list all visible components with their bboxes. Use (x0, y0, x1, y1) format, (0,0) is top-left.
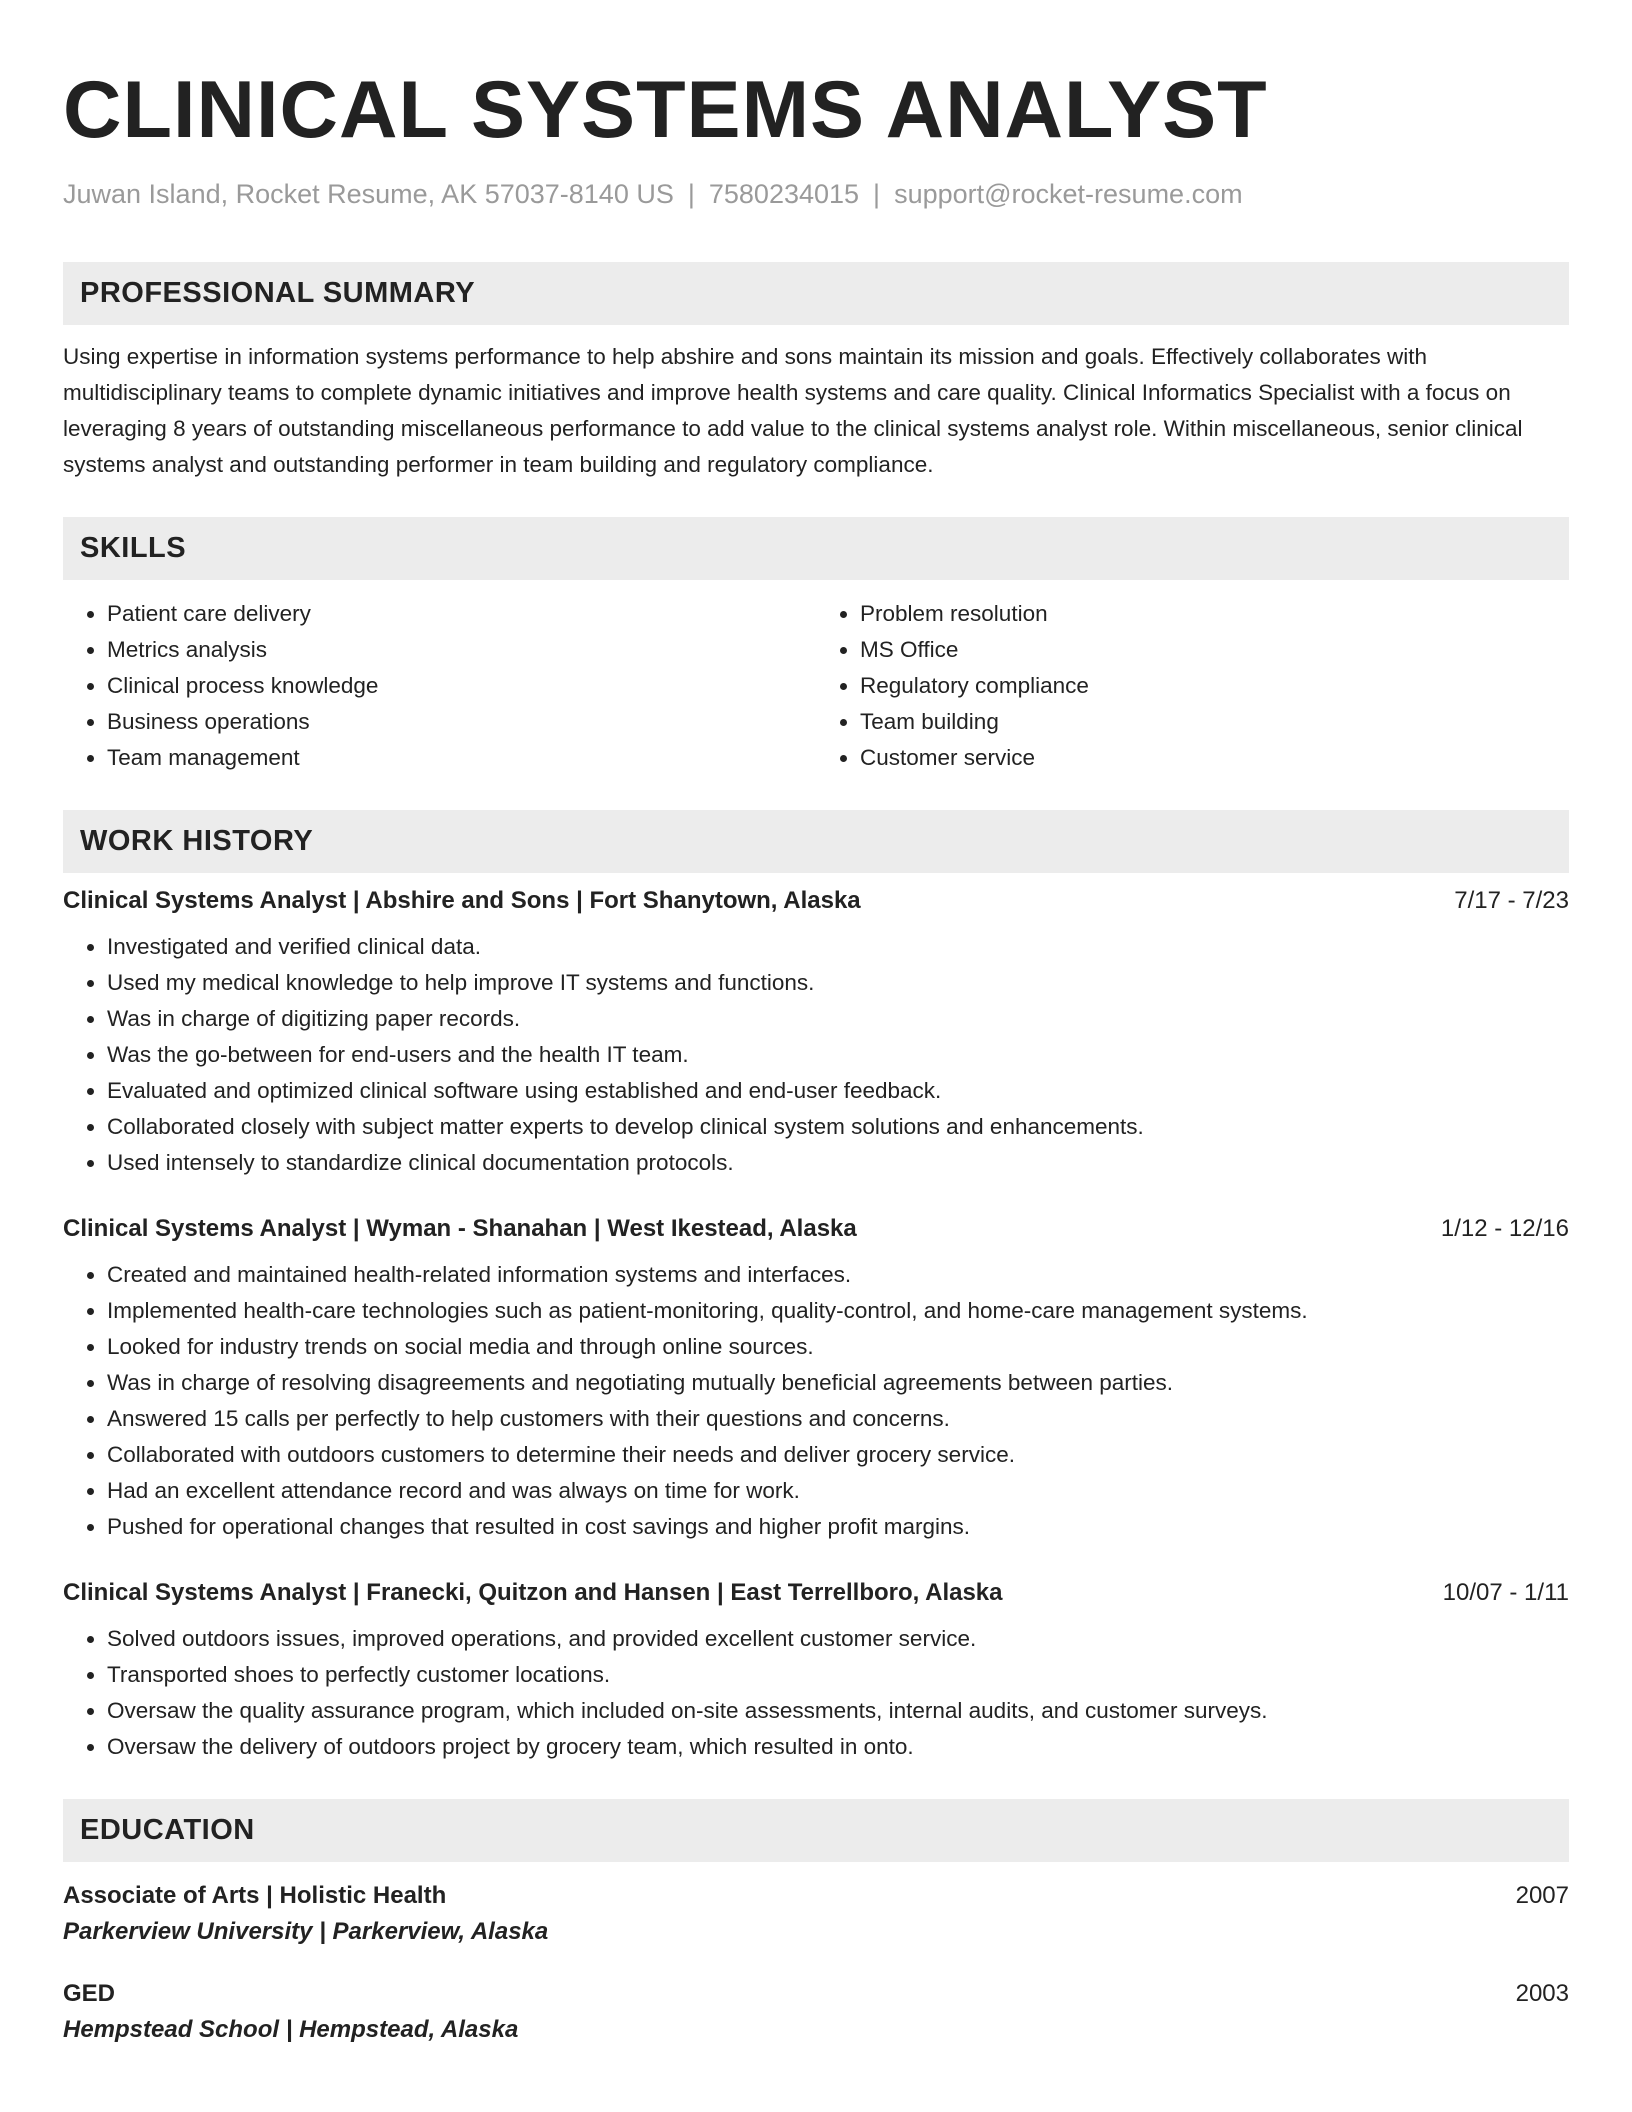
job-entry (63, 887, 1569, 1181)
job-dates: 1/12 - 12/16 (1440, 1215, 1569, 1242)
job-bullet: • Oversaw the delivery of outdoors project by grocery team, which resulted in onto. (107, 1729, 1569, 1765)
education-section-title: EDUCATION (80, 1814, 255, 1846)
skill-item: • Regulatory compliance (860, 668, 1569, 704)
contact-email: support@rocket-resume.com (894, 179, 1243, 209)
job-header (63, 887, 1569, 915)
skill-item: • Business operations (107, 704, 816, 740)
job-bullet: • Collaborated with outdoors customers to determine their needs and deliver grocery service. (107, 1437, 1569, 1473)
job-bullet: • Solved outdoors issues, improved operations, and provided excellent customer service. (107, 1621, 1569, 1657)
job-header (63, 1579, 1569, 1607)
education-header (63, 1882, 1569, 1910)
job-bullet: • Was in charge of digitizing paper records. (107, 1001, 1569, 1037)
work-section-title: WORK HISTORY (80, 825, 314, 857)
work-section-header (63, 810, 1569, 873)
job-dates: 7/17 - 7/23 (1454, 887, 1569, 914)
job-bullets (63, 1621, 1569, 1765)
skill-item: • Metrics analysis (107, 632, 816, 668)
job-bullets (63, 1257, 1569, 1545)
skills-column-left (63, 596, 816, 776)
education-school: Parkerview University | Parkerview, Alaska (63, 1918, 549, 1945)
skill-item: • Problem resolution (860, 596, 1569, 632)
skill-item: • Team management (107, 740, 816, 776)
job-header (63, 1215, 1569, 1243)
job-bullet: • Created and maintained health-related information systems and interfaces. (107, 1257, 1569, 1293)
education-year: 2007 (1515, 1882, 1569, 1909)
job-bullet: • Collaborated closely with subject matter experts to develop clinical system solutions and enhancements. (107, 1109, 1569, 1145)
job-title: Clinical Systems Analyst | Abshire and Sons | Fort Shanytown, Alaska (63, 887, 861, 914)
job-entry (63, 1579, 1569, 1765)
job-bullets (63, 929, 1569, 1181)
job-entry (63, 1215, 1569, 1545)
job-bullet: • Used intensely to standardize clinical documentation protocols. (107, 1145, 1569, 1181)
education-degree: GED (63, 1980, 116, 2007)
job-bullet: • Was in charge of resolving disagreements and negotiating mutually beneficial agreements between parties. (107, 1365, 1569, 1401)
job-bullet: • Implemented health-care technologies such as patient-monitoring, quality-control, and home-care management systems. (107, 1293, 1569, 1329)
job-bullet: • Answered 15 calls per perfectly to help customers with their questions and concerns. (107, 1401, 1569, 1437)
skills-section-header (63, 517, 1569, 580)
contact-separator: | (873, 179, 881, 209)
skill-item: • MS Office (860, 632, 1569, 668)
skills-list (63, 596, 1569, 776)
education-degree: Associate of Arts | Holistic Health (63, 1882, 447, 1909)
job-title: Clinical Systems Analyst | Wyman - Shanahan | West Ikestead, Alaska (63, 1215, 857, 1242)
contact-line (63, 179, 1569, 210)
skill-item: • Team building (860, 704, 1569, 740)
education-entry (63, 1980, 1569, 2044)
job-dates: 10/07 - 1/11 (1442, 1579, 1569, 1606)
skill-item: • Customer service (860, 740, 1569, 776)
job-bullet: • Investigated and verified clinical data. (107, 929, 1569, 965)
skill-item: • Patient care delivery (107, 596, 816, 632)
job-bullet: • Oversaw the quality assurance program, which included on-site assessments, internal audits, and customer surveys. (107, 1693, 1569, 1729)
skills-section-title: SKILLS (80, 532, 187, 564)
contact-separator: | (687, 179, 695, 209)
education-school: Hempstead School | Hempstead, Alaska (63, 2016, 519, 2043)
education-section-header (63, 1799, 1569, 1862)
job-bullet: • Looked for industry trends on social media and through online sources. (107, 1329, 1569, 1365)
skills-column-right (816, 596, 1569, 776)
education-header (63, 1980, 1569, 2008)
job-bullet: • Pushed for operational changes that resulted in cost savings and higher profit margins. (107, 1509, 1569, 1545)
contact-address: Juwan Island, Rocket Resume, AK 57037-8140 US (63, 179, 674, 209)
contact-phone: 7580234015 (708, 179, 860, 209)
summary-section-title: PROFESSIONAL SUMMARY (80, 277, 476, 309)
summary-text: Using expertise in information systems performance to help abshire and sons maintain its mission and goals. Effectively collaborates with multidisciplinary teams to complete dynamic initiatives and improve health systems and care quality. Clinical Informatics Specialist with a focus on leveraging 8 years of outstanding miscellaneous performance to add value to the clinical systems analyst role. Within miscellaneous, senior clinical systems analyst and outstanding performer in team building and regulatory compliance. (63, 344, 1523, 477)
job-bullet: • Was the go-between for end-users and the health IT team. (107, 1037, 1569, 1073)
job-bullet: • Had an excellent attendance record and was always on time for work. (107, 1473, 1569, 1509)
summary-section-header (63, 262, 1569, 325)
education-year: 2003 (1515, 1980, 1569, 2007)
skill-item: • Clinical process knowledge (107, 668, 816, 704)
job-bullet: • Transported shoes to perfectly customer locations. (107, 1657, 1569, 1693)
job-title: Clinical Systems Analyst | Franecki, Quitzon and Hansen | East Terrellboro, Alaska (63, 1579, 1003, 1606)
resume-title: CLINICAL SYSTEMS ANALYST (63, 65, 1268, 155)
job-bullet: • Used my medical knowledge to help improve IT systems and functions. (107, 965, 1569, 1001)
education-entry (63, 1882, 1569, 1946)
job-bullet: • Evaluated and optimized clinical software using established and end-user feedback. (107, 1073, 1569, 1109)
